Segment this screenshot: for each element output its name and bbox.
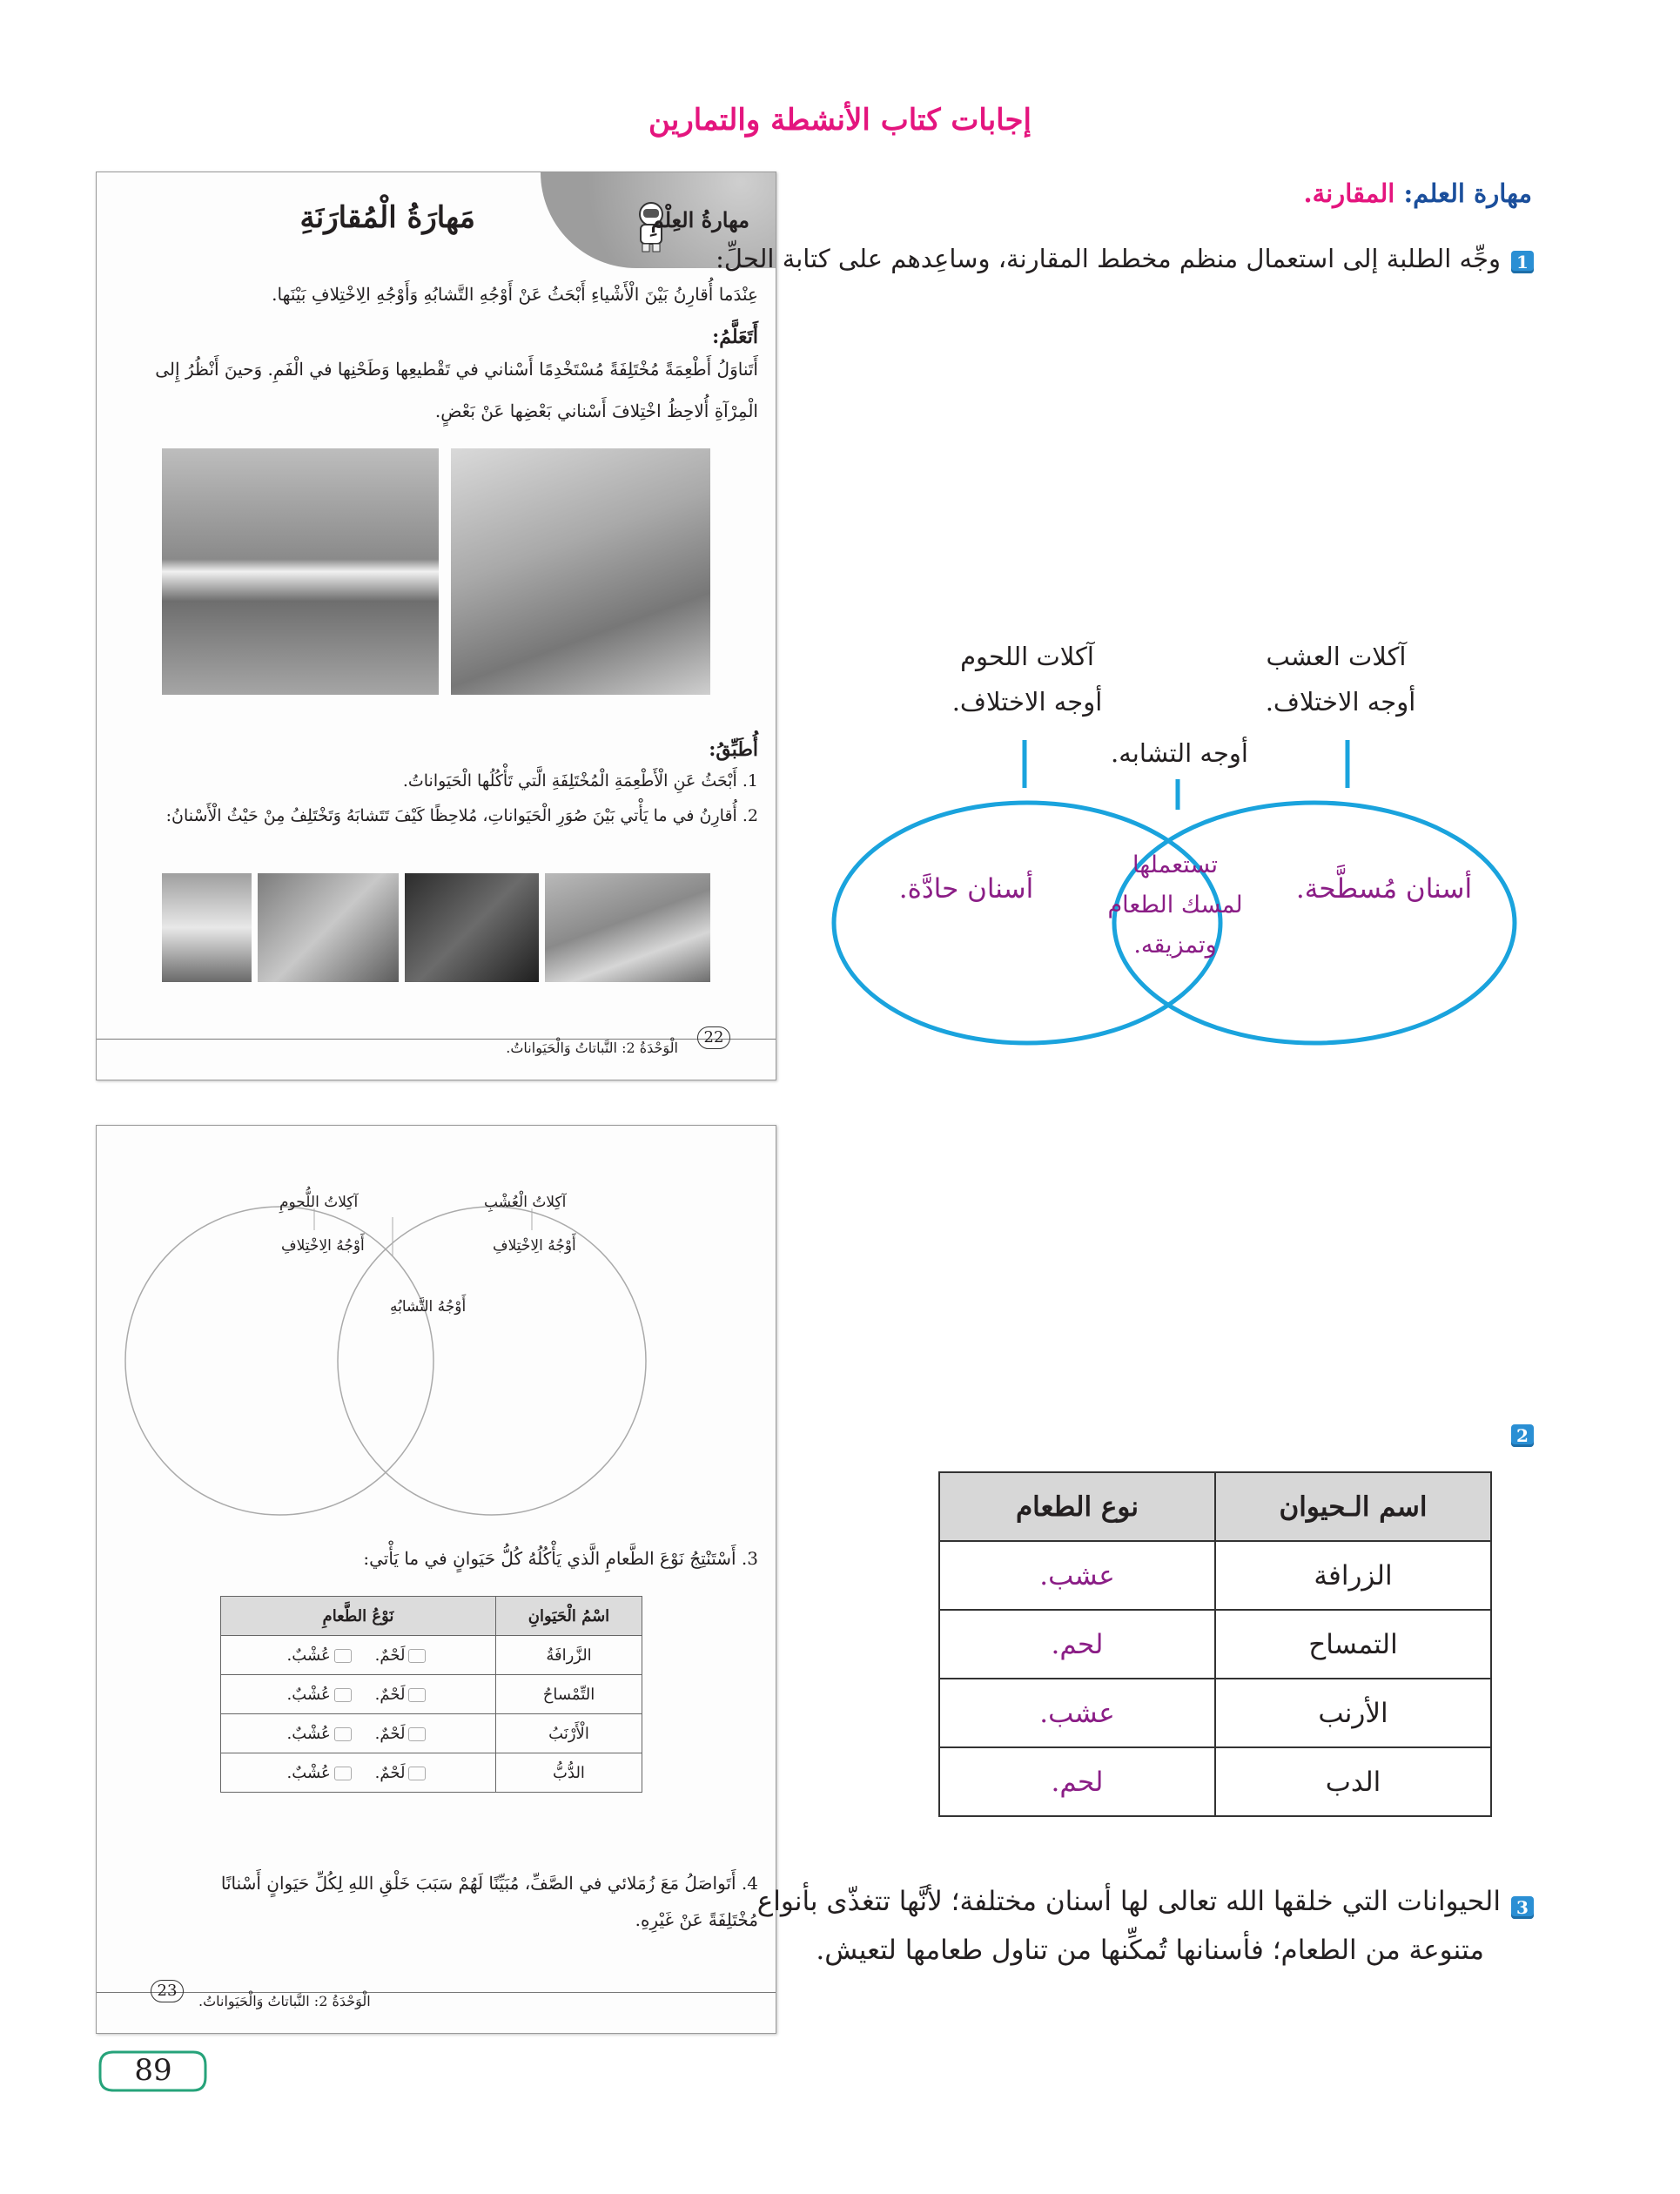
table-row (939, 1610, 1491, 1679)
question-number-3: 3 (1511, 1896, 1534, 1919)
skill-value: المقارنة. (1303, 178, 1395, 208)
table-row (939, 1747, 1491, 1816)
unit-footer: الْوَحْدَةُ 2: النَّباتاتُ وَالْحَيَواناتُ. (506, 1040, 678, 1056)
option-meat: لَحْمٌ. (374, 1685, 406, 1704)
food-answer-cell: لحم. (939, 1610, 1215, 1679)
venn-herb-answer: أسنان مُسطَّحة. (1295, 873, 1473, 905)
page-number-badge: 22 (697, 1026, 730, 1049)
question-number-2: 2 (1511, 1424, 1534, 1447)
option-meat: لَحْمٌ. (374, 1724, 406, 1743)
venn-meat-diff: أوجه الاختلاف. (951, 687, 1103, 717)
venn-similar-label: أَوْجُهُ التَّشابُهِ (390, 1298, 467, 1316)
question-3-text: 3. أَسْتَنْتِجُ نَوْعَ الطَّعامِ الَّذي يَأْكُلُهُ كُلُّ حَيَوانٍ في ما يَأْتي: (363, 1548, 758, 1569)
question-4-line1: 4. أَتَواصَلُ مَعَ زُمَلائي في الصَّفِّ، مُبَيِّنًا لَهُمْ سَبَبَ خَلْقِ اللهِ لِكُلِّ حَيَوانٍ أَسْنانًا (220, 1873, 758, 1894)
table-row (939, 1679, 1491, 1747)
table-row (939, 1541, 1491, 1610)
venn-diff-left: أَوْجُهُ الِاخْتِلافِ (281, 1237, 365, 1255)
skill-label: مهارة العلم: (1403, 178, 1532, 208)
page-number-badge: 23 (151, 1980, 184, 2002)
option-herb: عُشْبٌ. (286, 1685, 331, 1704)
option-herb: عُشْبٌ. (286, 1724, 331, 1743)
page-number: 89 (134, 2053, 172, 2088)
venn-herb-diff: أوجه الاختلاف. (1265, 687, 1416, 717)
animal-cell: الزرافة (1215, 1541, 1491, 1610)
answer-food-table (938, 1471, 1492, 1817)
learn-text-line1: أَتَناوَلُ أَطْعِمَةً مُخْتَلِفَةً مُسْتَخْدِمًا أَسْناني في تَقْطيعِها وَطَحْنِها في الْفَمِ. وَحينَ أَنْظُرُ إِلى (155, 359, 758, 380)
question-3-answer-line1: الحيوانات التي خلقها الله تعالى لها أسنان مختلفة؛ لأنَّها تتغذّى بأنواع (756, 1886, 1501, 1917)
apply-item-2: 2. أُقارِنُ في ما يَأْتي بَيْنَ صُوَرِ الْحَيَواناتِ، مُلاحِظًا كَيْفَ تَتَشابَهُ وَتَخْتَلِفُ مِنْ حَيْثُ الْأَسْنانُ: (165, 806, 758, 825)
venn-meat-label: آكِلاتُ اللُّحومِ (279, 1194, 359, 1211)
question-1-instruction: وجِّه الطلبة إلى استعمال منظم مخطط المقارنة، وساعِدهم على كتابة الحلِّ: (716, 244, 1501, 273)
learn-heading: أَتَعَلَّمُ: (712, 326, 758, 348)
venn-herb-label: آكلات العشب (1266, 642, 1407, 671)
venn-diff-right: أَوْجُهُ الِاخْتِلافِ (493, 1237, 576, 1255)
animal-cell: الدب (1215, 1747, 1491, 1816)
intro-text: عِنْدَما أُقارِنُ بَيْنَ الْأَشْياءِ أَبْحَثُ عَنْ أَوْجُهِ التَّشابُهِ وَأَوْجُهِ الِاخْتِلافِ بَيْنَها. (272, 284, 758, 305)
venn-similar-answer-line1: تستعملها (1132, 851, 1218, 878)
food-answer-cell: لحم. (939, 1747, 1215, 1816)
col-animal: اسْمُ الْحَيَوانِ (496, 1597, 642, 1636)
question-3-answer-line2: متنوعة من الطعام؛ فأسنانها تُمكِّنها من تناول طعامها لتعيش. (816, 1935, 1484, 1966)
animal-cell: الزَّرافَةُ (496, 1636, 642, 1675)
venn-similar-label: أوجه التشابه. (1111, 738, 1248, 768)
apply-heading: أُطَبِّقُ: (709, 738, 758, 761)
question-number-1: 1 (1511, 251, 1534, 273)
option-herb: عُشْبٌ. (286, 1763, 331, 1782)
answers-section-title: إجابات كتاب الأنشطة والتمارين (648, 103, 1032, 138)
learn-text-line2: الْمِرْآةِ أُلاحِظُ اخْتِلافَ أَسْناني بَعْضِها عَنْ بَعْضٍ. (434, 400, 758, 421)
apply-item-1: 1. أَبْحَثُ عَنِ الْأَطْعِمَةِ الْمُخْتَلِفَةِ الَّتي تَأْكُلُها الْحَيَواناتُ. (402, 771, 758, 791)
venn-similar-answer-line2: لمسك الطعام (1107, 892, 1243, 919)
col-animal-name: اسم الـحيوان (1215, 1472, 1491, 1541)
animal-cell: الْأَرْنَبُ (496, 1714, 642, 1753)
venn-meat-label: آكلات اللحوم (960, 642, 1094, 671)
question-4-line2: مُخْتَلِفَةً عَنْ غَيْرِهِ. (635, 1909, 758, 1930)
option-meat: لَحْمٌ. (374, 1646, 406, 1665)
animal-cell: التِّمْساحُ (496, 1675, 642, 1714)
venn-herb-label: آكِلاتُ الْعُشْبِ (484, 1194, 567, 1211)
animal-cell: التمساح (1215, 1610, 1491, 1679)
option-herb: عُشْبٌ. (286, 1646, 331, 1665)
skill-badge-label: مهارةُ العِلْمِ (650, 207, 749, 232)
food-answer-cell: عشب. (939, 1541, 1215, 1610)
animal-cell: الأرنب (1215, 1679, 1491, 1747)
venn-meat-answer: أسنان حادَّة. (898, 873, 1034, 905)
col-food: نَوْعُ الطَّعامِ (221, 1597, 496, 1636)
option-meat: لَحْمٌ. (374, 1763, 406, 1782)
col-food-type: نوع الطعام (939, 1472, 1215, 1541)
page-title: مَهارَةُ الْمُقارَنَةِ (299, 200, 475, 235)
food-answer-cell: عشب. (939, 1679, 1215, 1747)
animal-cell: الدُّبُّ (496, 1753, 642, 1793)
venn-similar-answer-line3: وتمزيقه. (1133, 932, 1217, 959)
unit-footer: الْوَحْدَةُ 2: النَّباتاتُ وَالْحَيَواناتُ. (198, 1993, 371, 2009)
